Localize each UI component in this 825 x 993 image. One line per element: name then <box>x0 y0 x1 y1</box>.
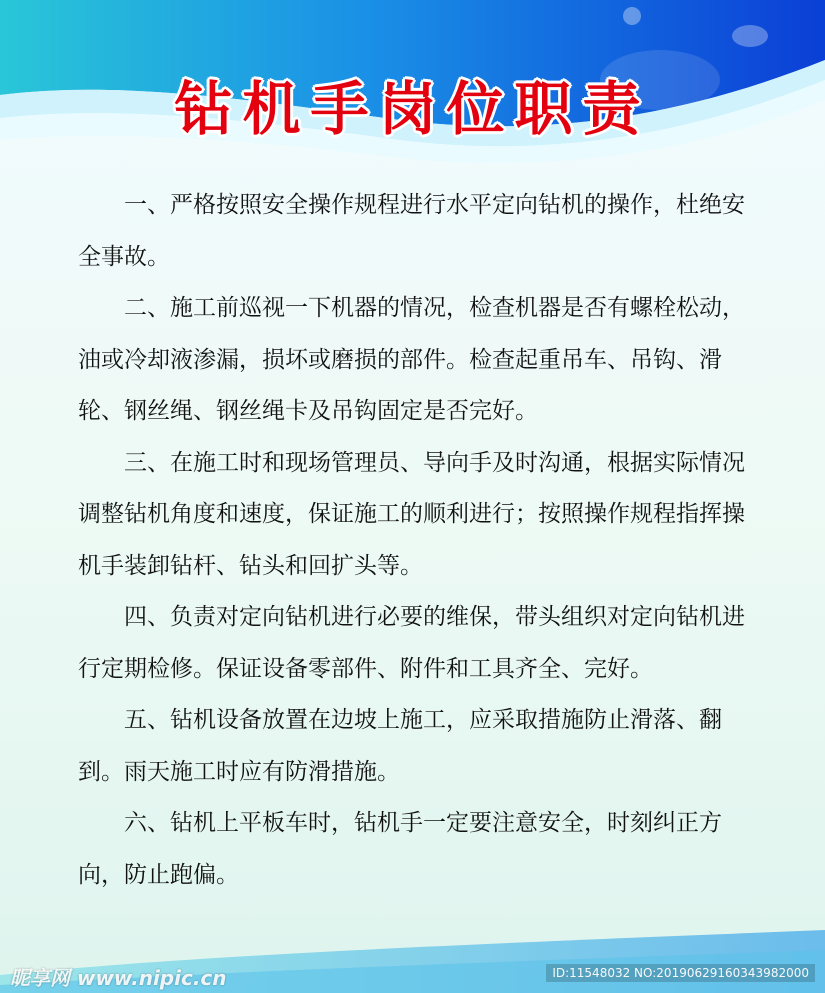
duty-paragraph-6: 六、钻机上平板车时，钻机手一定要注意安全，时刻纠正方向，防止跑偏。 <box>78 810 722 888</box>
watermark-site: 昵享网 www.nipic.cn <box>10 966 227 990</box>
duties-list <box>78 180 750 901</box>
duty-paragraph-2: 二、施工前巡视一下机器的情况，检查机器是否有螺栓松动，油或冷却液渗漏，损坏或磨损的部件。检查起重吊车、吊钩、滑轮、钢丝绳、钢丝绳卡及吊钩固定是否完好。 <box>78 295 745 424</box>
duty-paragraph-4: 四、负责对定向钻机进行必要的维保，带头组织对定向钻机进行定期检修。保证设备零部件、附件和工具齐全、完好。 <box>78 604 745 682</box>
duty-paragraph-5: 五、钻机设备放置在边坡上施工，应采取措施防止滑落、翻到。雨天施工时应有防滑措施。 <box>78 707 722 785</box>
duty-paragraph-3: 三、在施工时和现场管理员、导向手及时沟通，根据实际情况调整钻机角度和速度，保证施工的顺利进行；按照操作规程指挥操机手装卸钻杆、钻头和回扩头等。 <box>78 449 745 579</box>
duty-paragraph-1: 一、严格按照安全操作规程进行水平定向钻机的操作，杜绝安全事故。 <box>78 192 745 270</box>
page-title: 钻机手岗位职责 <box>174 75 651 143</box>
watermark-id: ID:11548032 NO:20190629160343982000 <box>546 964 815 982</box>
